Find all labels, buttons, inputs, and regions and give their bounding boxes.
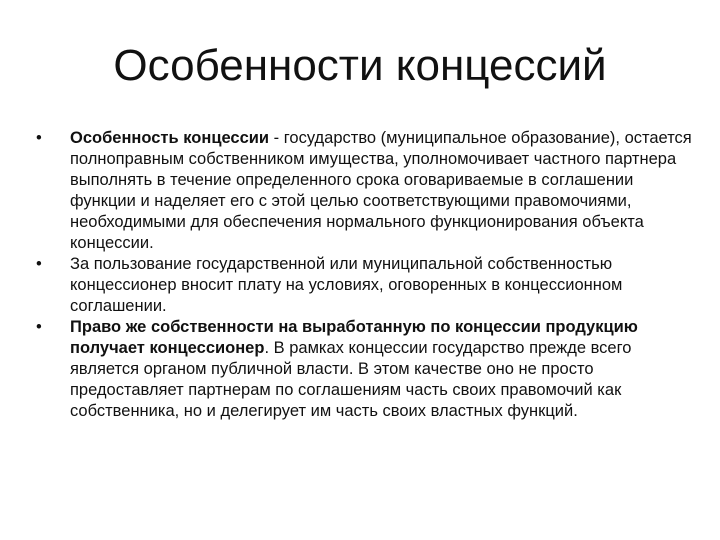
bullet-list bbox=[36, 128, 696, 422]
bullet-1-text: - государство (муниципальное образование), остается полноправным собственником имущества, уполномочивает частного партнера выполнять в течение определенного срока оговариваемые в соглашении функции и наделяет его с этой целью соответствующими правомочиями, необходимыми для обеспечения нормального функционирования объекта концессии. bbox=[70, 129, 692, 252]
bullet-item-3 bbox=[36, 317, 696, 422]
bullet-3-bold-text: Право же собственности на выработанную по концессии продукцию получает концессионер bbox=[70, 318, 638, 357]
bullet-icon: • bbox=[36, 129, 42, 147]
bullet-3-text: . В рамках концессии государство прежде всего является органом публичной власти. В этом качестве оно не просто предоставляет партнерам по соглашениям часть своих правомочий как собственника, но и делегирует им часть своих властных функций. bbox=[70, 339, 632, 420]
bullet-2-text: За пользование государственной или муниципальной собственностью концессионер вносит плату на условиях, оговоренных в концессионном соглашении. bbox=[70, 255, 623, 315]
slide-title: Особенности концессий bbox=[113, 41, 607, 90]
bullet-item-2 bbox=[36, 254, 696, 317]
bullet-item-1 bbox=[36, 128, 696, 254]
bullet-icon: • bbox=[36, 318, 42, 336]
bullet-1-bold-text: Особенность концессии bbox=[70, 129, 270, 147]
bullet-icon: • bbox=[36, 255, 42, 273]
